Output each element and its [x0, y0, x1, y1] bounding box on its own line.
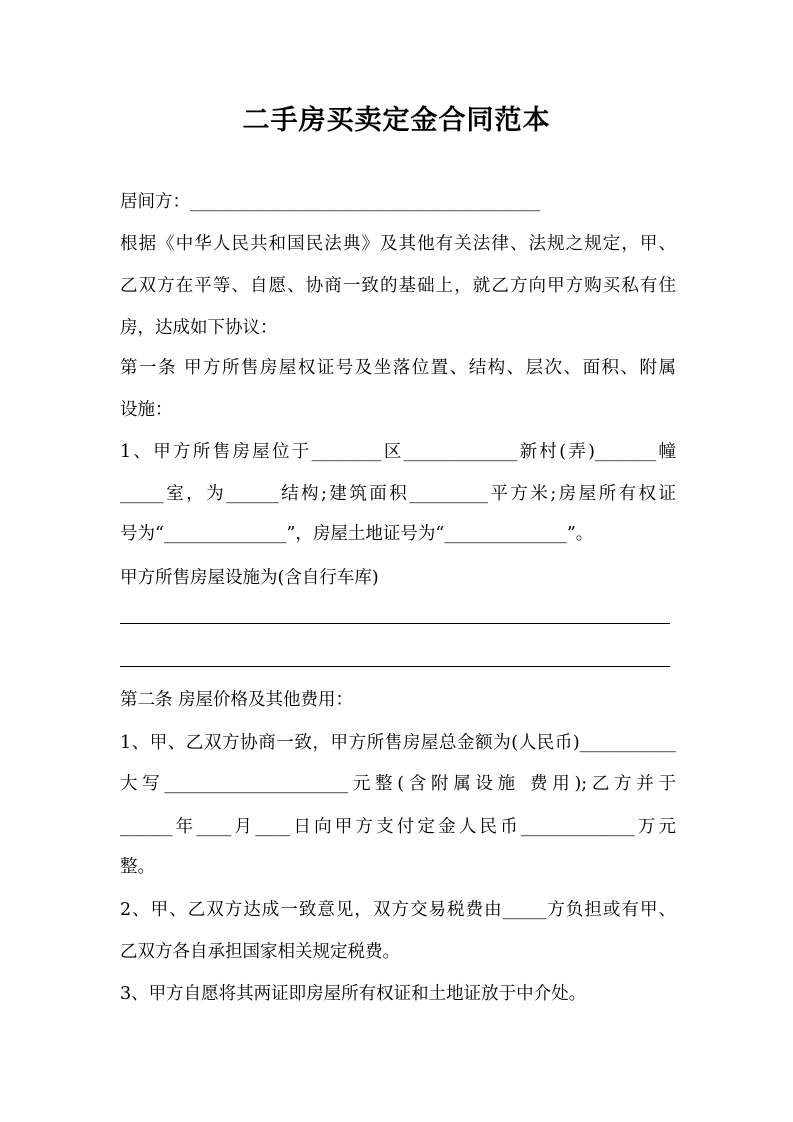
intro-line-3: 房，达成如下协议： [120, 318, 278, 338]
broker-line: 居间方：________________________________________ [120, 192, 540, 212]
blank-rule-1 [120, 623, 670, 624]
article-2-item-2-line-2: 乙双方各自承担国家相关规定税费。 [120, 942, 400, 962]
intro-line-1: 根据《中华人民共和国民法典》及其他有关法律、法规之规定，甲、 [120, 234, 676, 254]
article-2-item-2-line-1: 2、甲、乙双方达成一致意见，双方交易税费由_____方负担或有甲、 [120, 900, 676, 920]
article-2-item-3: 3、甲方自愿将其两证即房屋所有权证和土地证放于中介处。 [120, 984, 587, 1004]
article-1-heading-line-1: 第一条 甲方所售房屋权证号及坐落位置、结构、层次、面积、附属 [120, 358, 676, 378]
article-1-item-1-line-1: 1、甲方所售房屋位于________区_____________新村(弄)_______幢 [120, 442, 676, 462]
document-title: 二手房买卖定金合同范本 [242, 105, 551, 136]
article-2-item-1-line-2: 大写_____________________元整(含附属设施 费用);乙方并于 [120, 774, 676, 794]
blank-rule-2 [120, 666, 670, 667]
intro-line-2: 乙双方在平等、自愿、协商一致的基础上，就乙方向甲方购买私有住 [120, 276, 676, 296]
facilities-line: 甲方所售房屋设施为(含自行车库) [120, 568, 379, 588]
article-1-item-1-line-2: _____室，为______结构;建筑面积_________平方米;房屋所有权证 [120, 484, 676, 504]
article-2-item-1-line-3: ______年____月____日向甲方支付定金人民币_____________万元 [120, 817, 676, 837]
article-1-item-1-line-3: 号为“______________”，房屋土地证号为“______________”。 [120, 524, 594, 544]
article-2-item-1-line-1: 1、甲、乙双方协商一致，甲方所售房屋总金额为(人民币)___________ [120, 733, 676, 753]
article-1-heading-line-2: 设施： [120, 400, 173, 420]
article-2-item-1-line-4: 整。 [120, 857, 155, 877]
article-2-heading: 第二条 房屋价格及其他费用： [120, 690, 354, 710]
